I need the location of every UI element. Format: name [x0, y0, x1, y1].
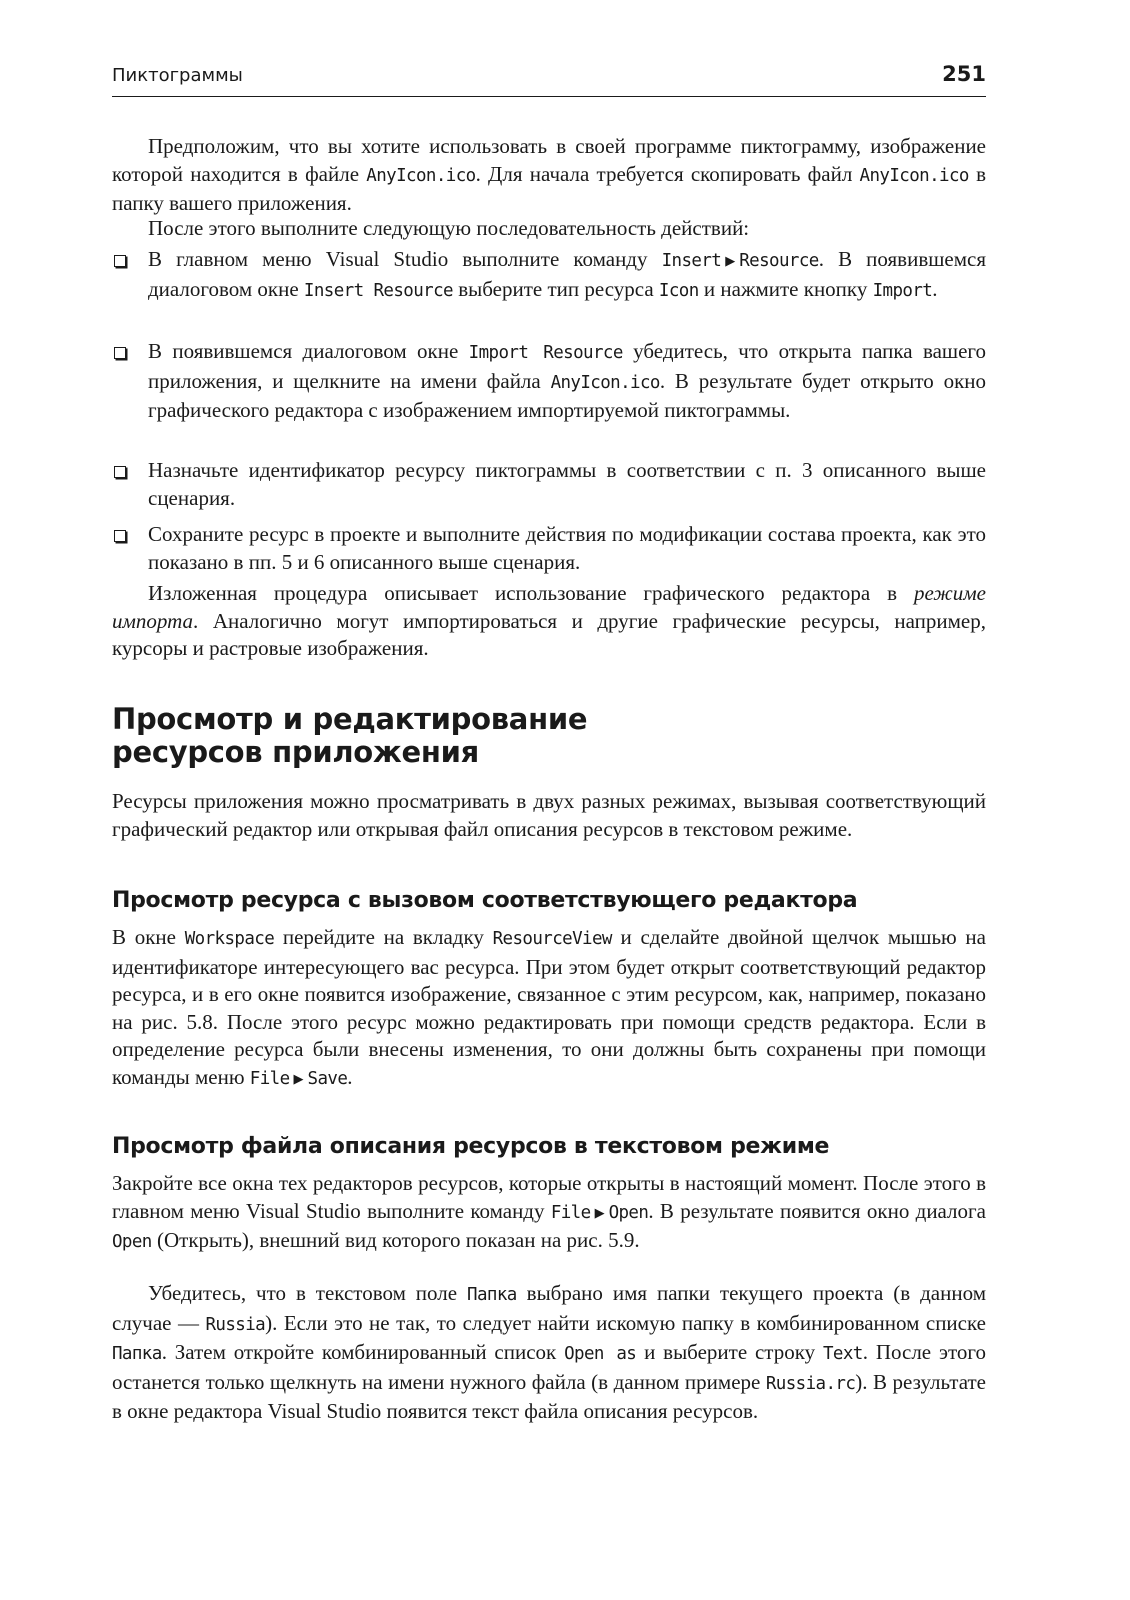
- text-span: . В результате появится окно диалога: [648, 1198, 986, 1223]
- text-span: и сделайте двойной щелчок мышью на идентификаторе интересующего вас ресурса. При этом будет открыт соответствующий редактор ресурса, и в его окне появится изображение, связанное с этим ресурсом, как, например, показано на рис. 5.8. После этого ресурс можно редактировать при помощи средств редактора. Если в определение ресурса были внесены изменения, то они должны быть сохранены при помощи команды меню: [112, 925, 986, 1089]
- text-span: выбрано имя папки текущего проекта (в данном случае —: [112, 1281, 986, 1335]
- text-span: . Аналогично могут импортироваться и другие графические ресурсы, например, курсоры и растровые изображения.: [112, 608, 986, 660]
- dialog-name: Open: [112, 1232, 152, 1252]
- steps-lead-paragraph: После этого выполните следующую последовательность действий:: [148, 216, 750, 240]
- subsection-heading-1: Просмотр ресурса с вызовом соответствующего редактора: [112, 888, 858, 913]
- text-span: в папку вашего приложения.: [112, 161, 986, 215]
- text-span: . После этого останется только щелкнуть на имени нужного файла (в данном примере: [112, 1340, 986, 1394]
- text-span: ). Если это не так, то следует найти искомую папку в комбинированном списке: [265, 1310, 986, 1335]
- intro-paragraph: [112, 133, 986, 218]
- text-span: (Открыть), внешний вид которого показан на рис. 5.9.: [151, 1228, 640, 1252]
- step-text: [148, 246, 986, 305]
- tab-name: ResourceView: [492, 929, 612, 949]
- subsection-2-paragraph-1: [112, 1170, 986, 1257]
- text-span: В окне: [112, 925, 185, 949]
- option-name: Text: [822, 1344, 863, 1364]
- dialog-name: Import Resource: [468, 343, 623, 363]
- text-span: перейдите на вкладку: [274, 925, 493, 949]
- text-span: .: [347, 1064, 353, 1089]
- checkbox-bullet-icon: [114, 530, 126, 542]
- menu-arrow-icon: ▶: [594, 1204, 605, 1220]
- checkbox-bullet-icon: [114, 466, 126, 478]
- text-span: и нажмите кнопку: [698, 276, 873, 301]
- code-filename: AnyIcon.ico: [550, 372, 660, 393]
- step-text: Сохраните ресурс в проекте и выполните действия по модификации состава проекта, как это показано в пп. 5 и 6 описанного выше сценария.: [148, 522, 986, 574]
- dialog-name: Insert Resource: [303, 280, 453, 301]
- text-span: и выберите строку: [636, 1340, 823, 1364]
- field-name: Папка: [467, 1285, 517, 1305]
- menu-command: Insert: [661, 251, 722, 271]
- menu-command: File: [249, 1068, 290, 1089]
- text-span: Изложенная процедура описывает использование графического редактора в: [148, 581, 914, 605]
- running-header: [112, 62, 986, 97]
- text-span: . Для начала требуется скопировать файл: [475, 161, 860, 186]
- text-span: .: [932, 276, 938, 301]
- text-span: . Затем откройте комбинированный список: [161, 1340, 565, 1364]
- checkbox-bullet-icon: [114, 347, 126, 359]
- menu-command: Open: [608, 1202, 649, 1223]
- emphasis-term: режиме импорта: [112, 581, 986, 633]
- step-text: [148, 338, 986, 425]
- text-span: В появившемся диалоговом окне: [148, 339, 469, 363]
- text-span: . В появившемся диалоговом окне: [148, 247, 986, 301]
- outro-paragraph: [112, 580, 986, 663]
- section-heading-line: ресурсов приложения: [112, 735, 479, 769]
- step-item-1: [112, 246, 986, 305]
- text-span: Закройте все окна тех редакторов ресурсов, которые открыты в настоящий момент. После этого в главном меню Visual Studio выполните команду: [112, 1171, 986, 1223]
- step-item-4: [112, 521, 986, 576]
- code-filename: AnyIcon.ico: [366, 165, 476, 186]
- code-filename: AnyIcon.ico: [859, 165, 969, 186]
- text-span: Предположим, что вы хотите использовать в своей программе пиктограмму, изображение которой находится в файле: [112, 134, 986, 186]
- text-span: выберите тип ресурса: [452, 276, 659, 301]
- page-number: 251: [942, 62, 986, 86]
- menu-arrow-icon: ▶: [725, 253, 736, 268]
- menu-command: File: [550, 1202, 591, 1223]
- step-text: Назначьте идентификатор ресурсу пиктограммы в соответствии с п. 3 описанного выше сценария.: [148, 458, 986, 510]
- button-name: Import: [872, 280, 933, 301]
- subsection-2-paragraph-2: [112, 1280, 986, 1426]
- window-name: Workspace: [184, 929, 275, 949]
- field-name: Папка: [112, 1344, 162, 1364]
- checkbox-bullet-icon: [114, 255, 126, 267]
- project-name: Russia: [205, 1314, 266, 1335]
- step-item-2: [112, 338, 986, 425]
- section-heading: [112, 703, 587, 769]
- subsection-heading-2: Просмотр файла описания ресурсов в текстовом режиме: [112, 1134, 830, 1159]
- resource-type: Icon: [658, 280, 699, 301]
- section-intro-paragraph: Ресурсы приложения можно просматривать в двух разных режимах, вызывая соответствующий графический редактор или открывая файл описания ресурсов в текстовом режиме.: [112, 789, 986, 841]
- text-span: убедитесь, что открыта папка вашего приложения, и щелкните на имени файла: [148, 339, 986, 393]
- text-span: ). В результате в окне редактора Visual Studio появится текст файла описания ресурсов.: [112, 1369, 986, 1423]
- step-item-3: [112, 457, 986, 512]
- subsection-1-paragraph: [112, 924, 986, 1093]
- text-span: В главном меню Visual Studio выполните команду: [148, 247, 662, 271]
- field-name: Open as: [564, 1344, 637, 1364]
- text-span: . В результате будет открыто окно графического редактора с изображением импортируемой пиктограммы.: [148, 368, 987, 422]
- running-header-title: Пиктограммы: [112, 65, 243, 86]
- section-heading-line: Просмотр и редактирование: [112, 702, 588, 736]
- menu-command: Save: [307, 1068, 348, 1089]
- text-span: Убедитесь, что в текстовом поле: [148, 1281, 468, 1305]
- code-filename: Russia.rc: [765, 1373, 856, 1394]
- menu-command: Resource: [739, 251, 819, 271]
- menu-arrow-icon: ▶: [293, 1070, 304, 1086]
